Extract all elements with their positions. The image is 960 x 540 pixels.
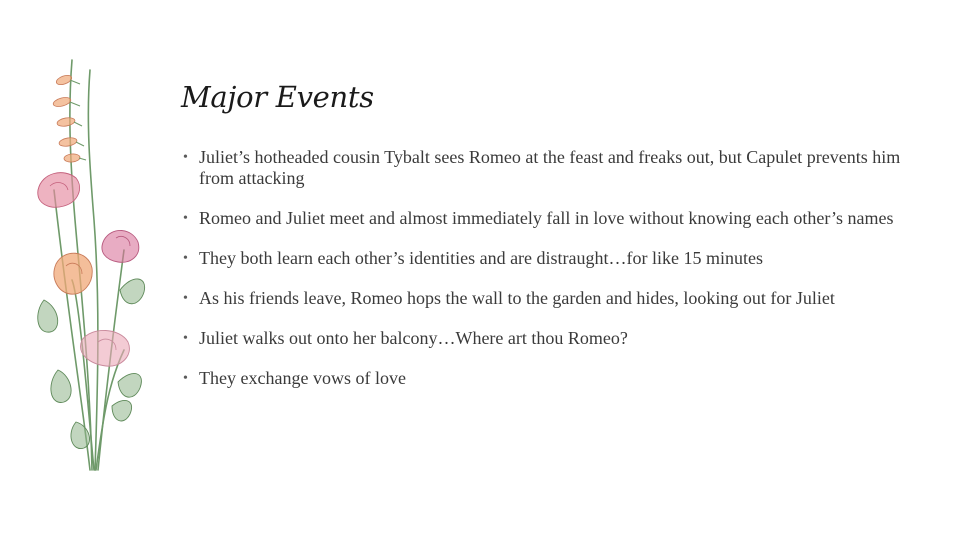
bullet-item: • Romeo and Juliet meet and almost immediately fall in love without knowing each other’s names <box>181 208 921 229</box>
slide-title: Major Events <box>181 80 374 114</box>
bullet-item: • They both learn each other’s identities and are distraught…for like 15 minutes <box>181 248 921 269</box>
bullet-list <box>181 147 921 408</box>
bullet-item: • As his friends leave, Romeo hops the wall to the garden and hides, looking out for Juliet <box>181 288 921 309</box>
watercolor-flowers-illustration <box>20 50 170 480</box>
bullet-item: • Juliet walks out onto her balcony…Where art thou Romeo? <box>181 328 921 349</box>
bullet-item: • Juliet’s hotheaded cousin Tybalt sees Romeo at the feast and freaks out, but Capulet prevents him from attacking <box>181 147 921 189</box>
bullet-item: • They exchange vows of love <box>181 368 921 389</box>
